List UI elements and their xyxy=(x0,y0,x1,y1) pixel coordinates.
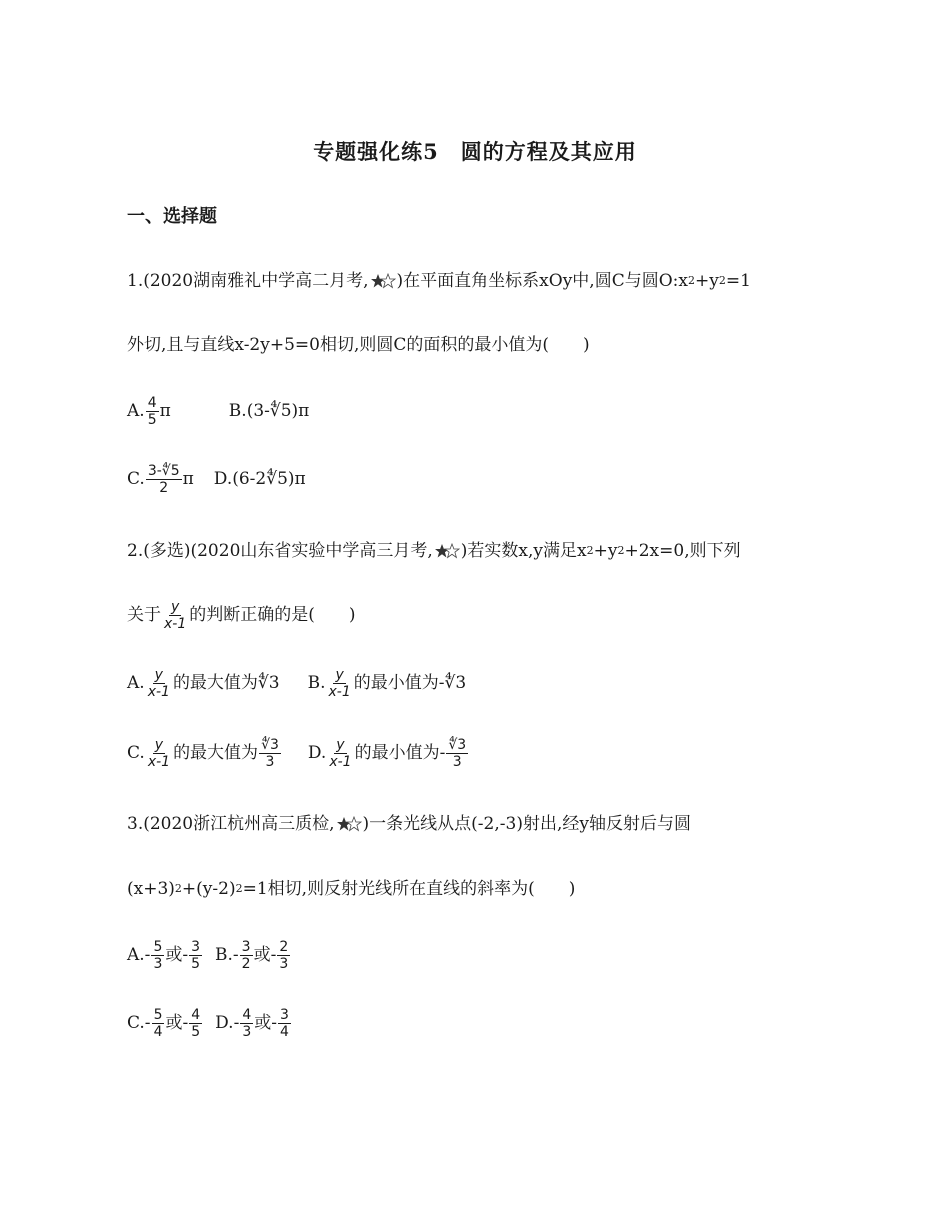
q3-option-a-or: 或- xyxy=(165,945,189,965)
q2-options-ab xyxy=(127,658,466,708)
fraction-numerator: ∜3 xyxy=(448,736,467,753)
fraction-denominator: 2 xyxy=(241,955,251,972)
q2-stem-line2 xyxy=(127,590,356,640)
section-heading: 一、选择题 xyxy=(127,206,217,227)
q2-text: )若实数x,y满足x xyxy=(460,541,587,561)
fraction-numerator: 4 xyxy=(191,1006,201,1023)
fraction-denominator: 3 xyxy=(265,753,275,770)
fraction-denominator: 5 xyxy=(191,1023,201,1040)
fraction-denominator: 3 xyxy=(452,753,462,770)
q2-fraction xyxy=(162,599,188,632)
fraction xyxy=(151,939,164,972)
fraction-denominator: x-1 xyxy=(328,683,351,700)
q2-option-d-value-fraction xyxy=(446,737,468,770)
q3-options-ab xyxy=(127,930,291,980)
q3-option-c-or: 或- xyxy=(165,1013,189,1033)
fraction xyxy=(277,939,290,972)
q2-option-d-text: 的最小值为- xyxy=(354,743,446,763)
q2-plus-y: +y xyxy=(593,541,618,561)
q1-option-a-label: A. xyxy=(127,401,145,421)
q3-source: 3.(2020浙江杭州高三质检, xyxy=(127,814,335,834)
fraction xyxy=(189,939,202,972)
q3-option-a-label: A.- xyxy=(127,945,151,965)
q3-stem-line1 xyxy=(127,799,691,849)
q1-option-b: B.(3-∜5)π xyxy=(228,401,310,421)
q1-option-c-pi: π xyxy=(182,469,194,489)
q3-option-d-label: D.- xyxy=(215,1013,240,1033)
fraction-denominator: x-1 xyxy=(147,683,170,700)
q1-eq: =1 xyxy=(725,271,751,291)
fraction-denominator: x-1 xyxy=(147,753,171,770)
fraction-denominator: 5 xyxy=(147,411,157,428)
q2-prefix: 关于 xyxy=(127,605,161,625)
q2-option-c-fraction xyxy=(146,737,172,770)
q2-option-b-fraction xyxy=(327,667,353,700)
q1-options-cd xyxy=(127,454,306,504)
q3-circle-b: +(y-2) xyxy=(181,879,236,899)
q2-option-d-label: D. xyxy=(307,743,327,763)
fraction-numerator: y xyxy=(335,666,344,683)
q3-option-c-label: C.- xyxy=(127,1013,151,1033)
fraction-numerator: 4 xyxy=(147,394,157,411)
q2-option-b-label: B. xyxy=(307,673,326,693)
fraction-numerator: 3-∜5 xyxy=(147,462,180,479)
q2-tail: +2x=0,则下列 xyxy=(624,541,741,561)
q3-option-d-or: 或- xyxy=(254,1013,277,1033)
difficulty-stars-icon xyxy=(370,273,396,289)
q1-option-d: D.(6-2∜5)π xyxy=(213,469,306,489)
q1-plus-y: +y xyxy=(694,271,719,291)
fraction xyxy=(278,1007,291,1040)
fraction-numerator: y xyxy=(154,666,163,683)
q2-option-c-label: C. xyxy=(127,743,145,763)
fraction-numerator: y xyxy=(154,736,164,753)
fraction-denominator: 3 xyxy=(153,955,163,972)
fraction-numerator: 4 xyxy=(242,1006,252,1023)
q2-option-d-fraction xyxy=(327,737,353,770)
q2-options-cd xyxy=(127,728,469,778)
q1-option-a-fraction xyxy=(146,395,159,428)
q3-option-b-or: 或- xyxy=(253,945,277,965)
q1-option-c-label: C. xyxy=(127,469,145,489)
q1-text: )在平面直角坐标系xOy中,圆C与圆O:x xyxy=(396,271,688,291)
fraction-numerator: y xyxy=(336,736,345,753)
q2-suffix: 的判断正确的是( ) xyxy=(189,605,356,625)
q2-option-b-text: 的最小值为-∜3 xyxy=(353,673,467,693)
q1-option-c-fraction xyxy=(146,463,182,496)
fraction xyxy=(240,939,253,972)
fraction xyxy=(152,1007,165,1040)
fraction-denominator: 3 xyxy=(242,1023,252,1040)
q2-option-c-value-fraction xyxy=(259,737,281,770)
q1-stem-line1: 1.(2020湖南雅礼中学高二月考, )在平面直角坐标系xOy中,圆C与圆O:x 2 +y 2 =1 xyxy=(127,256,751,306)
q1-source: 1.(2020湖南雅礼中学高二月考, xyxy=(127,271,369,291)
fraction xyxy=(189,1007,202,1040)
q2-stem-line1: 2.(多选)(2020山东省实验中学高三月考, )若实数x,y满足x 2 +y 2 +2x=0,则下列 xyxy=(127,526,741,576)
q3-options-cd xyxy=(127,998,292,1048)
fraction-numerator: y xyxy=(170,598,180,615)
q3-circle-c: =1相切,则反射光线所在直线的斜率为( ) xyxy=(242,879,576,899)
q1-options-ab xyxy=(127,386,309,436)
q2-source: 2.(多选)(2020山东省实验中学高三月考, xyxy=(127,541,433,561)
fraction-numerator: ∜3 xyxy=(261,736,279,753)
fraction-numerator: 2 xyxy=(279,938,289,955)
fraction-denominator: 3 xyxy=(279,955,289,972)
difficulty-stars-icon xyxy=(434,543,460,559)
fraction-numerator: 3 xyxy=(280,1006,289,1023)
difficulty-stars-icon xyxy=(336,816,362,832)
q3-circle-a: (x+3) xyxy=(127,879,175,899)
fraction xyxy=(240,1007,253,1040)
q3-option-b-label: B.- xyxy=(215,945,239,965)
fraction-numerator: 3 xyxy=(191,938,201,955)
fraction-numerator: 5 xyxy=(153,938,163,955)
fraction-denominator: x-1 xyxy=(329,753,352,770)
q1-stem-line2: 外切,且与直线x-2y+5=0相切,则圆C的面积的最小值为( ) xyxy=(127,335,590,355)
fraction-denominator: 4 xyxy=(280,1023,289,1040)
q1-option-a-pi: π xyxy=(159,401,171,421)
fraction-numerator: 3 xyxy=(241,938,251,955)
fraction-denominator: 2 xyxy=(159,479,169,496)
fraction-denominator: 4 xyxy=(153,1023,163,1040)
page-title: 专题强化练5 圆的方程及其应用 xyxy=(313,139,637,164)
q2-option-a-label: A. xyxy=(127,673,145,693)
q2-option-c-text: 的最大值为 xyxy=(173,743,259,763)
q2-option-a-text: 的最大值为∜3 xyxy=(172,673,280,693)
fraction-denominator: x-1 xyxy=(164,615,187,632)
q3-stem-line2: (x+3) 2 +(y-2) 2 =1相切,则反射光线所在直线的斜率为( ) xyxy=(127,864,575,914)
fraction-numerator: 5 xyxy=(153,1006,163,1023)
q2-option-a-fraction xyxy=(146,667,172,700)
fraction-denominator: 5 xyxy=(191,955,201,972)
q3-text: )一条光线从点(-2,-3)射出,经y轴反射后与圆 xyxy=(362,814,691,834)
